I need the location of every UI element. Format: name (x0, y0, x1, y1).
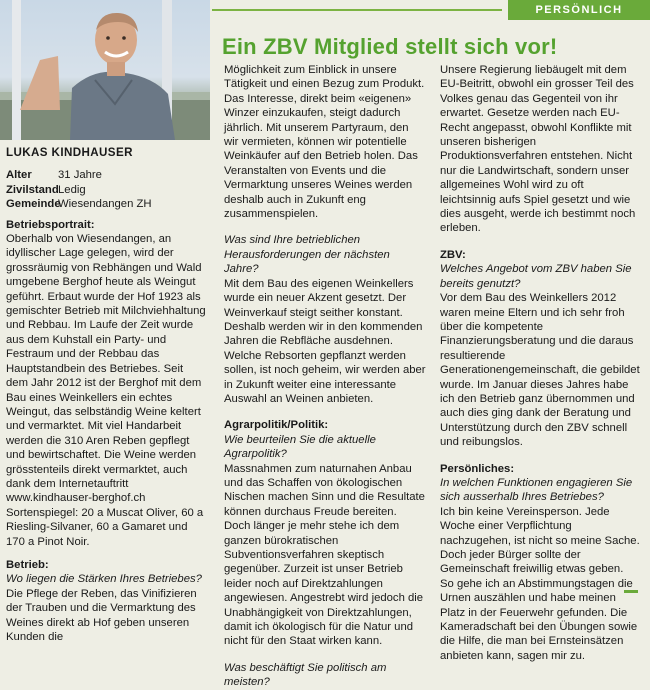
section-badge: PERSÖNLICH (508, 0, 650, 20)
fact-value: 31 Jahre (58, 169, 102, 182)
betrieb-question: Wo liegen die Stärken Ihres Betriebes? (6, 573, 202, 586)
fact-value: Wiesendangen ZH (58, 198, 152, 211)
column-2 (224, 63, 426, 690)
betrieb-text: Die Pflege der Reben, das Vinifizieren der Trauben und die Vermarktung des Weines direkt ab Hof geben unseren Kunden die (6, 587, 197, 643)
fact-label: Zivilstand (6, 183, 59, 196)
politics-question: Was beschäftigt Sie politisch am meisten? (224, 661, 387, 689)
agrarpolitik-answer: Massnahmen zum naturnahen Anbau und das Schaffen von ökologischen Nischen machen Sinn und die Resultate können durchaus Freude bereiten. Doch länger je mehr stehe ich dem ganzen bürokratischen Subventionsverfahren skeptisch gegenüber. Zurzeit ist unser Betrieb leider noch auf Direktzahlungen angewiesen. Angestrebt wird jedoch die Unabhängigkeit von Direktzahlungen, damit ich ökologisch für die Natur und nicht für den Staat wirken kann. (224, 462, 425, 648)
person-name: LUKAS KINDHAUSER (6, 146, 133, 159)
challenges-answer: Mit dem Bau des eigenen Weinkellers wurde ein neuer Akzent gesetzt. Der Weinverkauf steigt seither konstant. Deshalb werden wir in den kommenden Jahren die Rebfläche ausdehnen. Welche Rebsorten gepflanzt werden sollen, ist noch geheim, wir werden aber in Zukunft weiter eine interessante Auswahl an Weinen anbieten. (224, 277, 426, 405)
article-end-mark (624, 590, 638, 593)
column-1 (6, 146, 206, 644)
zbv-heading: ZBV: (440, 248, 466, 261)
section-header (212, 0, 650, 20)
person-facts (6, 168, 206, 211)
column-3 (440, 63, 640, 663)
challenges-question: Was sind Ihre betrieblichen Herausforderungen der nächsten Jahre? (224, 234, 390, 276)
agrarpolitik-question: Wie beurteilen Sie die aktuelle Agrarpolitik? (224, 433, 376, 461)
zbv-text: Vor dem Bau des Weinkellers 2012 waren meine Eltern und ich sehr froh über die kompetente Finanzierungsberatung und die daraus resultierende Generationengemeinschaft, die gebildet wurde. Im Januar dieses Jahres habe ich den Betrieb ganz übernommen und auch dies ging dank der Beratung und Unterstützung durch den ZBV schnell und reibungslos. (440, 292, 640, 449)
persoenliches-heading: Persönliches: (440, 462, 515, 475)
persoenliches-text: Ich bin keine Vereinsperson. Jede Woche einer Verpflichtung nachzugehen, ist nicht so meine Sache. Doch jeder Bürger sollte der Gemeinschaft freiwillig etwas geben. So gehe ich an Abstimmungstagen die Urnen auszählen und habe meinen Platz in der Feuerwehr gefunden. Die Kameradschaft bei den Übungen sowie die Hilfe, die man bei Ernsteinsätzen anbieten kann, sagen mir zu. (440, 505, 640, 662)
fact-value: Ledig (58, 183, 86, 196)
section-rule (212, 9, 502, 11)
col3-intro-text: Unsere Regierung liebäugelt mit dem EU-Beitritt, obwohl ein grosser Teil des Volkes genau das Gegenteil von ihr erwartet. Gesetze werden nach EU-Recht angepasst, obwohl Konflikte mit unseren bisherigen Produktionsverfahren entstehen. Nicht nur die Landwirtschaft, sondern unser allgemeines Wohl wird zu oft leichtsinnig aufs Spiel gesetzt und wie dies ausgeht, werde ich bestimmt noch erleben. (440, 64, 636, 235)
col2-intro-text: Möglichkeit zum Einblick in unsere Tätigkeit und einen Bezug zum Produkt. Das Interesse, direkt beim «eigenen» Winzer einzukaufen, steigt dadurch jährlich. Mit unserem Partyraum, den wir vermieten, können wir potentielle Weinkäufer auf den Betrieb holen. Das Veranstalten von Events und die Vermarktung unseres Weines werden deshalb auch in Zukunft eng zusammenspielen. (224, 64, 425, 221)
agrarpolitik-heading: Agrarpolitik/Politik: (224, 419, 329, 432)
portrait-photo (0, 0, 210, 140)
betriebsportrait-text: Oberhalb von Wiesendangen, an idyllischer Lage gelegen, wird der grossräumig von Rebhängen und Wald umgebene Berghof heute als Weingut geführt. Erbaut wurde der Hof 1923 als gemischter Betrieb mit Milchviehhaltung und Rebbau. Im Laufe der Zeit wurde aus dem Kuhstall ein Party- und Festraum und der Rebbau das Hauptstandbein des Betriebes. Seit dem Jahr 2012 ist der Berghof mit dem Bau eines Weinkellers ein echtes Weingut, das selbständig Weine keltert und vermarktet. Mit viel Handarbeit werden die 310 Aren Reben gepflegt und bewirtschaftet. Die Weine werden grösstenteils direkt vermarktet, auch dank dem Internetauftritt www.kindhauser-berghof.ch Sortenspiegel: 20 a Muscat Oliver, 60 a Riesling-Silvaner, 60 a Gamaret und 170 a Pinot Noir. (6, 233, 206, 548)
headline: Ein ZBV Mitglied stellt sich vor! (222, 34, 558, 59)
fact-label: Gemeinde (6, 198, 61, 211)
persoenliches-question: In welchen Funktionen engagieren Sie sich ausserhalb Ihres Betriebes? (440, 476, 633, 504)
fact-label: Alter (6, 169, 32, 182)
betriebsportrait-heading: Betriebsportrait: (6, 218, 95, 231)
betrieb-heading: Betrieb: (6, 558, 49, 571)
zbv-question: Welches Angebot vom ZBV haben Sie bereits genutzt? (440, 263, 632, 290)
